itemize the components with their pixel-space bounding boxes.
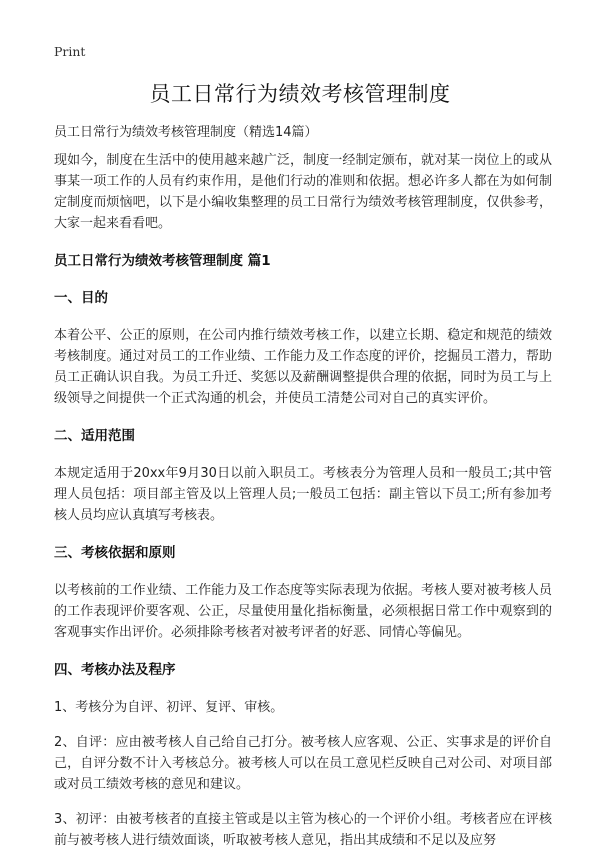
- section-text-scope: 本规定适用于20xx年9月30日以前入职员工。考核表分为管理人员和一般员工;其中管理人员包括：项目部主管及以上管理人员;一般员工包括：副主管以下员工;所有参加考核人员均应认真填写考核表。: [54, 466, 552, 523]
- section-heading-purpose: 一、目的: [54, 290, 108, 306]
- document-subtitle: 员工日常行为绩效考核管理制度（精选14篇）: [54, 125, 318, 140]
- section-heading-procedure: 四、考核办法及程序: [54, 662, 176, 678]
- intro-paragraph: 现如今，制度在生活中的使用越来越广泛，制度一经制定颁布，就对某一岗位上的或从事某一项工作的人员有约束作用，是他们行动的准则和依据。想必许多人都在为如何制定制度而烦恼吧，以下是小编收集整理的员工日常行为绩效考核管理制度，仅供参考，大家一起来看看吧。: [54, 153, 552, 231]
- print-link[interactable]: Print: [54, 44, 86, 59]
- section-text-basis: 以考核前的工作业绩、工作能力及工作态度等实际表现为依据。考核人要对被考核人员的工作表现评价要客观、公正，尽量使用量化指标衡量，必须根据日常工作中观察到的客观事实作出评价。必须排除考核者对被考评者的好恶、同情心等偏见。: [54, 583, 552, 640]
- page-title: 员工日常行为绩效考核管理制度: [149, 82, 451, 106]
- section-heading-basis: 三、考核依据和原则: [54, 545, 176, 561]
- part-heading: 员工日常行为绩效考核管理制度 篇1: [54, 253, 271, 269]
- procedure-item-1: 1、考核分为自评、初评、复评、审核。: [54, 700, 284, 715]
- document-body: [54, 150, 552, 851]
- procedure-item-2: 2、自评：应由被考核人自己给自己打分。被考核人应客观、公正、实事求是的评价自己，自评分数不计入考核总分。被考核人可以在员工意见栏反映自己对公司、对项目部或对员工绩效考核的意见和建议。: [54, 735, 552, 792]
- procedure-item-3: 3、初评：由被考核者的直接主管或是以主管为核心的一个评价小组。考核者应在评核前与被考核人进行绩效面谈，听取被考核人意见，指出其成绩和不足以及应努: [54, 812, 552, 848]
- section-heading-scope: 二、适用范围: [54, 428, 135, 444]
- section-text-purpose: 本着公平、公正的原则，在公司内推行绩效考核工作，以建立长期、稳定和规范的绩效考核制度。通过对员工的工作业绩、工作能力及工作态度的评价，挖掘员工潜力，帮助员工正确认识自我。为员工升迁、奖惩以及薪酬调整提供合理的依据，同时为员工与上级领导之间提供一个正式沟通的机会，并使员工清楚公司对自己的真实评价。: [54, 328, 552, 406]
